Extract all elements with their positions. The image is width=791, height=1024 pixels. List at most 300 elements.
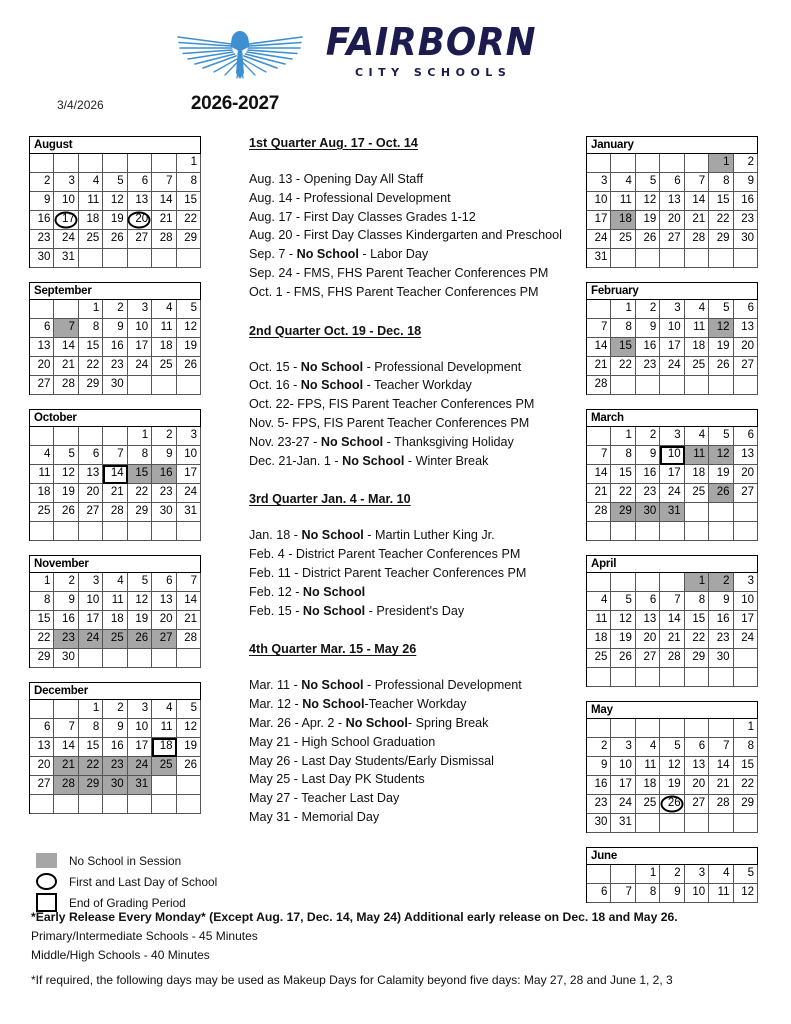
day-number: 20 bbox=[37, 359, 51, 371]
day-cell bbox=[103, 719, 127, 738]
day-number: 10 bbox=[667, 448, 681, 460]
day-number: 20 bbox=[667, 213, 681, 225]
day-number: 26 bbox=[184, 359, 197, 371]
day-cell bbox=[30, 230, 54, 249]
day-number: 21 bbox=[184, 613, 197, 625]
day-cell-empty bbox=[79, 249, 103, 268]
day-cell bbox=[177, 503, 201, 522]
day-number: 6 bbox=[747, 302, 754, 314]
day-number: 2 bbox=[649, 429, 657, 441]
day-cell bbox=[611, 649, 635, 668]
quarter-heading: 1st Quarter Aug. 17 - Oct. 14 bbox=[249, 136, 418, 150]
day-number: 18 bbox=[594, 632, 608, 644]
day-cell bbox=[30, 338, 54, 357]
day-number: 8 bbox=[44, 594, 51, 606]
day-cell bbox=[734, 427, 758, 446]
month-may bbox=[586, 701, 758, 833]
day-cell bbox=[177, 357, 201, 376]
day-cell-empty bbox=[54, 300, 78, 319]
day-number: 3 bbox=[190, 429, 197, 441]
event-date-prefix: May 26 - Last Day Students/Early Dismissal bbox=[249, 753, 494, 768]
day-number: 25 bbox=[692, 359, 706, 371]
day-number: 4 bbox=[166, 302, 173, 314]
event-emphasis: No School bbox=[342, 453, 405, 468]
day-cell bbox=[685, 611, 709, 630]
day-cell bbox=[79, 630, 103, 649]
day-number: 1 bbox=[723, 156, 730, 168]
event-date-prefix: Oct. 16 - bbox=[249, 378, 301, 393]
day-cell bbox=[152, 211, 176, 230]
day-cell bbox=[685, 300, 709, 319]
day-number: 11 bbox=[160, 321, 173, 333]
day-number: 16 bbox=[110, 340, 124, 352]
day-number: 14 bbox=[594, 340, 608, 352]
day-number: 14 bbox=[184, 594, 197, 606]
event-date-prefix: Feb. 15 - bbox=[249, 603, 303, 618]
event-date-prefix: Feb. 12 - bbox=[249, 584, 303, 599]
day-cell bbox=[660, 738, 684, 757]
day-number: 29 bbox=[692, 651, 706, 663]
day-cell-empty bbox=[636, 522, 660, 541]
day-number: 18 bbox=[37, 486, 51, 498]
day-cell bbox=[685, 338, 709, 357]
day-cell-empty bbox=[611, 865, 635, 884]
day-cell-empty bbox=[152, 522, 176, 541]
quarter-event-item bbox=[249, 564, 579, 583]
day-number: 2 bbox=[674, 867, 681, 879]
day-number: 29 bbox=[86, 378, 100, 390]
day-cell bbox=[30, 465, 54, 484]
day-cell bbox=[636, 795, 660, 814]
day-number: 21 bbox=[62, 759, 75, 771]
day-number: 22 bbox=[86, 359, 100, 371]
day-number: 1 bbox=[92, 702, 100, 714]
month-grid bbox=[587, 573, 758, 687]
day-cell bbox=[79, 173, 103, 192]
day-cell bbox=[709, 795, 733, 814]
event-description: -Teacher Workday bbox=[364, 697, 467, 712]
day-number: 29 bbox=[37, 651, 51, 663]
day-number: 16 bbox=[716, 613, 730, 625]
day-cell bbox=[128, 738, 152, 757]
day-cell bbox=[587, 630, 611, 649]
day-number: 28 bbox=[62, 378, 75, 390]
day-cell bbox=[587, 611, 611, 630]
day-number: 15 bbox=[692, 613, 706, 625]
day-cell bbox=[709, 154, 733, 173]
day-number: 3 bbox=[141, 302, 149, 314]
day-cell-empty bbox=[128, 376, 152, 395]
day-number: 20 bbox=[159, 613, 173, 625]
day-number: 9 bbox=[747, 175, 754, 187]
day-number: 23 bbox=[643, 359, 657, 371]
month-title: February bbox=[587, 283, 758, 300]
day-number: 12 bbox=[619, 613, 632, 625]
day-cell bbox=[636, 503, 660, 522]
day-cell bbox=[709, 192, 733, 211]
day-cell bbox=[128, 719, 152, 738]
day-number: 26 bbox=[643, 232, 657, 244]
day-cell bbox=[660, 865, 684, 884]
day-number: 17 bbox=[62, 213, 75, 225]
quarter-event-item bbox=[249, 770, 579, 789]
day-cell bbox=[152, 465, 176, 484]
day-cell bbox=[79, 230, 103, 249]
day-cell bbox=[734, 884, 758, 903]
event-emphasis: No School bbox=[296, 247, 359, 262]
day-cell bbox=[611, 757, 635, 776]
day-cell bbox=[611, 173, 635, 192]
day-cell bbox=[685, 884, 709, 903]
day-number: 16 bbox=[643, 340, 657, 352]
day-cell bbox=[79, 376, 103, 395]
day-number: 21 bbox=[692, 213, 706, 225]
day-cell bbox=[30, 630, 54, 649]
day-number: 12 bbox=[716, 448, 730, 460]
day-cell bbox=[128, 319, 152, 338]
day-cell-empty bbox=[177, 776, 201, 795]
day-cell bbox=[103, 192, 127, 211]
day-number: 21 bbox=[594, 359, 608, 371]
day-number: 18 bbox=[643, 778, 657, 790]
day-cell bbox=[128, 338, 152, 357]
day-cell bbox=[611, 630, 635, 649]
day-cell bbox=[103, 211, 127, 230]
day-number: 3 bbox=[141, 702, 149, 714]
day-number: 29 bbox=[184, 232, 197, 244]
day-number: 27 bbox=[643, 651, 657, 663]
month-title: December bbox=[30, 683, 201, 700]
day-number: 25 bbox=[692, 486, 706, 498]
day-number: 22 bbox=[37, 632, 51, 644]
day-cell bbox=[660, 230, 684, 249]
day-cell bbox=[103, 446, 127, 465]
day-cell bbox=[79, 700, 103, 719]
day-cell bbox=[30, 173, 54, 192]
day-number: 23 bbox=[741, 213, 754, 225]
day-cell bbox=[587, 338, 611, 357]
day-cell-empty bbox=[54, 427, 78, 446]
day-cell bbox=[152, 230, 176, 249]
day-number: 4 bbox=[601, 594, 608, 606]
logo-subtitle: CITY SCHOOLS bbox=[354, 66, 512, 79]
day-number: 19 bbox=[135, 613, 149, 625]
day-number: 22 bbox=[619, 359, 632, 371]
day-cell bbox=[30, 592, 54, 611]
day-number: 7 bbox=[723, 740, 730, 752]
day-cell bbox=[177, 211, 201, 230]
day-cell bbox=[734, 465, 758, 484]
day-cell bbox=[636, 192, 660, 211]
month-january bbox=[586, 136, 758, 268]
day-number: 8 bbox=[723, 175, 730, 187]
day-number: 16 bbox=[110, 740, 124, 752]
day-number: 8 bbox=[141, 448, 149, 460]
day-number: 26 bbox=[184, 759, 197, 771]
day-cell-empty bbox=[734, 668, 758, 687]
day-cell bbox=[54, 249, 78, 268]
event-date-prefix: Aug. 20 - First Day Classes Kindergarten and Preschool bbox=[249, 228, 562, 243]
event-emphasis: No School bbox=[300, 378, 364, 393]
day-cell-empty bbox=[685, 249, 709, 268]
quarter-event-item bbox=[249, 733, 579, 752]
month-grid bbox=[30, 700, 201, 814]
day-number: 10 bbox=[619, 759, 632, 771]
day-number: 15 bbox=[86, 740, 100, 752]
day-number: 26 bbox=[135, 632, 149, 644]
day-number: 30 bbox=[716, 651, 730, 663]
day-number: 29 bbox=[741, 797, 754, 809]
day-number: 4 bbox=[92, 175, 100, 187]
day-number: 31 bbox=[135, 778, 149, 790]
day-cell bbox=[685, 573, 709, 592]
day-number: 24 bbox=[594, 232, 608, 244]
day-cell bbox=[128, 465, 152, 484]
month-title: November bbox=[30, 556, 201, 573]
day-cell-empty bbox=[152, 154, 176, 173]
quarter-notes-column bbox=[249, 136, 579, 849]
day-cell bbox=[636, 300, 660, 319]
day-cell-empty bbox=[177, 522, 201, 541]
day-cell bbox=[54, 192, 78, 211]
day-number: 24 bbox=[135, 359, 149, 371]
month-title: October bbox=[30, 410, 201, 427]
day-number: 15 bbox=[184, 194, 197, 206]
day-cell bbox=[128, 573, 152, 592]
day-cell-empty bbox=[636, 249, 660, 268]
day-number: 2 bbox=[44, 175, 51, 187]
day-number: 12 bbox=[184, 321, 197, 333]
event-emphasis: No School bbox=[302, 697, 365, 712]
day-cell bbox=[30, 757, 54, 776]
day-cell bbox=[177, 719, 201, 738]
day-number: 11 bbox=[693, 321, 706, 333]
day-number: 24 bbox=[184, 486, 197, 498]
day-cell-empty bbox=[611, 376, 635, 395]
day-number: 28 bbox=[716, 797, 730, 809]
event-date-prefix: Jan. 18 - bbox=[249, 528, 302, 543]
day-number: 20 bbox=[86, 486, 100, 498]
day-number: 26 bbox=[716, 486, 730, 498]
day-number: 24 bbox=[135, 759, 149, 771]
day-cell bbox=[30, 249, 54, 268]
day-number: 15 bbox=[716, 194, 730, 206]
day-cell bbox=[30, 446, 54, 465]
day-cell-empty bbox=[152, 649, 176, 668]
day-number: 27 bbox=[37, 778, 51, 790]
day-number: 2 bbox=[68, 575, 75, 587]
day-number: 16 bbox=[643, 467, 657, 479]
day-cell bbox=[611, 446, 635, 465]
day-number: 28 bbox=[594, 378, 608, 390]
day-cell bbox=[30, 649, 54, 668]
month-grid bbox=[30, 154, 201, 268]
day-cell-empty bbox=[685, 814, 709, 833]
quarter-event-item bbox=[249, 752, 579, 771]
day-cell bbox=[636, 446, 660, 465]
quarter-event-item bbox=[249, 583, 579, 602]
day-cell bbox=[30, 211, 54, 230]
day-cell bbox=[128, 230, 152, 249]
day-cell bbox=[734, 192, 758, 211]
month-december bbox=[29, 682, 201, 814]
day-cell bbox=[709, 738, 733, 757]
day-cell bbox=[54, 484, 78, 503]
day-cell bbox=[734, 230, 758, 249]
day-number: 21 bbox=[716, 778, 730, 790]
day-cell bbox=[636, 884, 660, 903]
day-number: 13 bbox=[37, 740, 51, 752]
day-cell bbox=[30, 776, 54, 795]
day-cell bbox=[30, 376, 54, 395]
day-number: 30 bbox=[643, 505, 657, 517]
day-cell bbox=[685, 757, 709, 776]
day-cell bbox=[103, 592, 127, 611]
day-cell bbox=[660, 795, 684, 814]
event-date-prefix: May 21 - High School Graduation bbox=[249, 734, 436, 749]
day-number: 24 bbox=[667, 486, 681, 498]
day-cell bbox=[734, 357, 758, 376]
day-cell-empty bbox=[685, 719, 709, 738]
day-number: 17 bbox=[667, 340, 681, 352]
day-number: 17 bbox=[135, 740, 149, 752]
day-number: 22 bbox=[692, 632, 706, 644]
event-description: - Winter Break bbox=[404, 453, 489, 468]
district-logo bbox=[175, 22, 543, 80]
day-cell bbox=[709, 630, 733, 649]
day-number: 22 bbox=[184, 213, 197, 225]
day-number: 12 bbox=[667, 759, 681, 771]
day-number: 9 bbox=[674, 886, 681, 898]
day-number: 23 bbox=[110, 359, 124, 371]
day-number: 10 bbox=[86, 594, 100, 606]
day-cell bbox=[152, 484, 176, 503]
day-cell bbox=[660, 300, 684, 319]
day-cell-empty bbox=[734, 814, 758, 833]
footnote-primary-intermediate: Primary/Intermediate Schools - 45 Minutes bbox=[31, 929, 258, 943]
day-number: 6 bbox=[166, 575, 173, 587]
day-cell bbox=[79, 319, 103, 338]
day-cell-empty bbox=[660, 719, 684, 738]
day-cell bbox=[152, 319, 176, 338]
day-cell bbox=[685, 319, 709, 338]
event-description: - Martin Luther King Jr. bbox=[363, 528, 495, 543]
day-number: 10 bbox=[741, 594, 754, 606]
day-cell bbox=[79, 192, 103, 211]
day-cell bbox=[734, 446, 758, 465]
day-number: 18 bbox=[692, 467, 706, 479]
day-number: 28 bbox=[62, 778, 75, 790]
day-cell bbox=[709, 427, 733, 446]
day-cell-empty bbox=[587, 427, 611, 446]
day-cell bbox=[587, 884, 611, 903]
day-number: 28 bbox=[594, 505, 608, 517]
day-cell bbox=[587, 738, 611, 757]
day-number: 18 bbox=[159, 740, 173, 752]
day-number: 4 bbox=[625, 175, 632, 187]
day-cell-empty bbox=[103, 427, 127, 446]
day-cell bbox=[709, 573, 733, 592]
day-number: 19 bbox=[643, 213, 657, 225]
day-number: 10 bbox=[594, 194, 608, 206]
day-cell bbox=[660, 757, 684, 776]
day-number: 4 bbox=[44, 448, 51, 460]
day-cell bbox=[734, 776, 758, 795]
quarter-event-item bbox=[249, 245, 579, 264]
day-cell bbox=[636, 611, 660, 630]
day-number: 3 bbox=[747, 575, 754, 587]
day-cell bbox=[103, 503, 127, 522]
day-number: 13 bbox=[135, 194, 149, 206]
day-cell bbox=[152, 446, 176, 465]
day-cell bbox=[685, 865, 709, 884]
day-cell bbox=[709, 357, 733, 376]
day-number: 8 bbox=[649, 886, 657, 898]
day-cell bbox=[128, 211, 152, 230]
day-number: 31 bbox=[594, 251, 608, 263]
day-cell bbox=[79, 357, 103, 376]
day-number: 15 bbox=[619, 467, 632, 479]
day-number: 5 bbox=[747, 867, 754, 879]
day-number: 5 bbox=[141, 575, 149, 587]
month-grid bbox=[587, 300, 758, 395]
day-cell bbox=[128, 484, 152, 503]
day-number: 12 bbox=[643, 194, 657, 206]
day-cell-empty bbox=[79, 154, 103, 173]
day-cell bbox=[660, 446, 684, 465]
day-number: 21 bbox=[667, 632, 681, 644]
day-cell bbox=[611, 795, 635, 814]
day-cell bbox=[103, 738, 127, 757]
day-cell bbox=[709, 465, 733, 484]
day-number: 22 bbox=[741, 778, 754, 790]
quarter-event-item bbox=[249, 264, 579, 283]
day-number: 15 bbox=[619, 340, 632, 352]
day-number: 16 bbox=[62, 613, 75, 625]
day-number: 15 bbox=[135, 467, 149, 479]
day-number: 11 bbox=[595, 613, 608, 625]
day-cell bbox=[685, 776, 709, 795]
event-date-prefix: Feb. 11 - District Parent Teacher Conferences PM bbox=[249, 565, 527, 580]
day-number: 14 bbox=[110, 467, 124, 479]
day-number: 31 bbox=[667, 505, 681, 517]
day-cell bbox=[79, 484, 103, 503]
day-cell bbox=[128, 357, 152, 376]
day-cell-empty bbox=[636, 668, 660, 687]
day-cell bbox=[611, 338, 635, 357]
day-cell bbox=[54, 503, 78, 522]
day-number: 6 bbox=[649, 594, 657, 606]
day-number: 8 bbox=[747, 740, 754, 752]
day-cell-empty bbox=[636, 154, 660, 173]
day-cell bbox=[685, 427, 709, 446]
day-cell bbox=[685, 592, 709, 611]
day-cell bbox=[54, 376, 78, 395]
day-number: 26 bbox=[667, 797, 681, 809]
day-cell bbox=[636, 592, 660, 611]
day-number: 8 bbox=[92, 721, 100, 733]
day-cell-empty bbox=[709, 376, 733, 395]
day-cell bbox=[177, 173, 201, 192]
day-cell bbox=[30, 357, 54, 376]
day-number: 24 bbox=[619, 797, 632, 809]
event-emphasis: No School bbox=[301, 528, 364, 543]
quarter-event-item bbox=[249, 789, 579, 808]
day-cell bbox=[734, 757, 758, 776]
day-number: 31 bbox=[619, 816, 632, 828]
day-cell bbox=[734, 865, 758, 884]
month-april bbox=[586, 555, 758, 687]
